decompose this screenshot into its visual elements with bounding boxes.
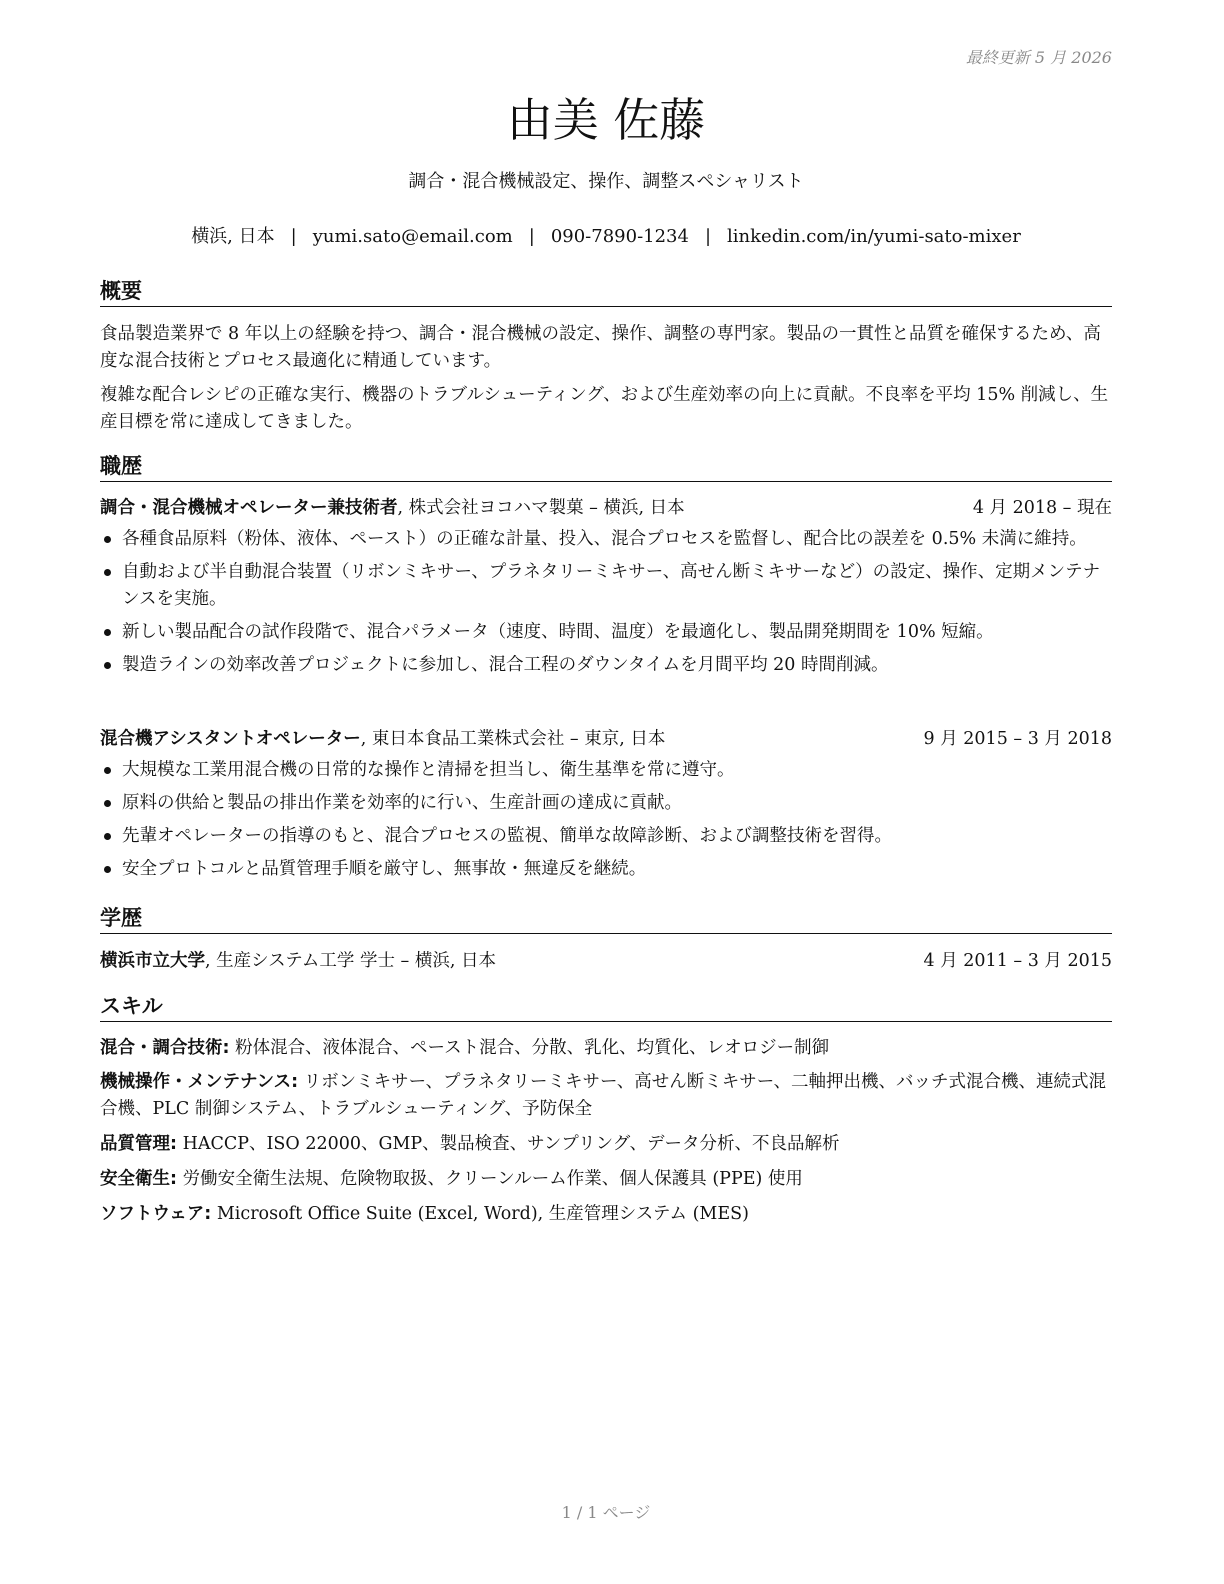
skill-value: 粉体混合、液体混合、ペースト混合、分散、乳化、均質化、レオロジー制御 <box>229 1038 830 1058</box>
contact-separator: | <box>290 226 297 247</box>
job-role: 混合機アシスタントオペレーター <box>100 729 361 749</box>
list-item: 新しい製品配合の試作段階で、混合パラメータ（速度、時間、温度）を最適化し、製品開発期間を 10% 短縮。 <box>100 619 1112 646</box>
contact-separator: | <box>528 226 535 247</box>
education-dates: 4 月 2011 – 3 月 2015 <box>923 951 1112 971</box>
job-company: , 東日本食品工業株式会社 – 東京, 日本 <box>360 729 666 749</box>
section-title-summary: 概要 <box>100 277 1112 307</box>
section-title-education: 学歴 <box>100 904 1112 934</box>
skill-row <box>100 1035 1112 1062</box>
section-title-skills: スキル <box>100 992 1112 1022</box>
job-header <box>100 495 1112 522</box>
contact-linkedin[interactable]: linkedin.com/in/yumi-sato-mixer <box>727 226 1021 247</box>
job-bullets <box>100 526 1112 685</box>
contact-location: 横浜, 日本 <box>191 226 275 247</box>
skill-value: 労働安全衛生法規、危険物取扱、クリーンルーム作業、個人保護具 (PPE) 使用 <box>177 1169 803 1189</box>
contact-line <box>100 223 1112 251</box>
list-item: 製造ラインの効率改善プロジェクトに参加し、混合工程のダウンタイムを月間平均 20 時間削減。 <box>100 652 1112 679</box>
skill-label: 品質管理: <box>100 1134 177 1154</box>
contact-email[interactable]: yumi.sato@email.com <box>312 226 513 247</box>
job-title-line <box>100 495 685 522</box>
skill-label: 安全衛生: <box>100 1169 177 1189</box>
job-dates: 9 月 2015 – 3 月 2018 <box>923 729 1112 749</box>
skill-value: HACCP、ISO 22000、GMP、製品検査、サンプリング、データ分析、不良品解析 <box>177 1134 840 1154</box>
summary-paragraph-2: 複雑な配合レシピの正確な実行、機器のトラブルシューティング、および生産効率の向上に貢献。不良率を平均 15% 削減し、生産目標を常に達成してきました。 <box>100 385 1109 432</box>
job-dates: 4 月 2018 – 現在 <box>972 498 1112 518</box>
skill-value: Microsoft Office Suite (Excel, Word), 生産管理システム (MES) <box>211 1204 749 1224</box>
skill-row <box>100 1131 1112 1158</box>
last-updated: 最終更新 5 月 2026 <box>965 48 1112 67</box>
skill-label: 混合・調合技術: <box>100 1038 230 1058</box>
section-title-experience: 職歴 <box>100 452 1112 482</box>
page-number: 1 / 1 ページ <box>561 1503 651 1522</box>
skill-value: リボンミキサー、プラネタリーミキサー、高せん断ミキサー、二軸押出機、バッチ式混合機、連続式混合機、PLC 制御システム、トラブルシューティング、予防保全 <box>100 1072 1107 1119</box>
skill-label: ソフトウェア: <box>100 1204 212 1224</box>
list-item: 原料の供給と製品の排出作業を効率的に行い、生産計画の達成に貢献。 <box>100 790 1112 817</box>
education-entry <box>100 948 1112 975</box>
headline: 調合・混合機械設定、操作、調整スペシャリスト <box>408 171 804 192</box>
list-item: 自動および半自動混合装置（リボンミキサー、プラネタリーミキサー、高せん断ミキサーなど）の設定、操作、定期メンテナンスを実施。 <box>100 559 1112 613</box>
skill-row <box>100 1166 1112 1193</box>
job-bullets <box>100 757 1112 889</box>
contact-separator: | <box>704 226 712 247</box>
school-name: 横浜市立大学 <box>100 951 205 971</box>
list-item: 先輩オペレーターの指導のもと、混合プロセスの監視、簡単な故障診断、および調整技術を習得。 <box>100 823 1112 850</box>
resume-page <box>100 0 1112 1584</box>
job-title-line <box>100 726 665 753</box>
job-header <box>100 726 1112 753</box>
contact-phone[interactable]: 090-7890-1234 <box>550 226 689 247</box>
skill-label: 機械操作・メンテナンス: <box>100 1072 299 1092</box>
list-item: 安全プロトコルと品質管理手順を厳守し、無事故・無違反を継続。 <box>100 856 1112 883</box>
candidate-name: 由美 佐藤 <box>506 93 706 147</box>
education-line <box>100 948 496 975</box>
degree: , 生産システム工学 学士 – 横浜, 日本 <box>205 951 496 971</box>
skill-row <box>100 1069 1112 1123</box>
job-role: 調合・混合機械オペレーター兼技術者 <box>100 498 398 518</box>
skill-row <box>100 1201 1112 1228</box>
summary-paragraph-1: 食品製造業界で 8 年以上の経験を持つ、調合・混合機械の設定、操作、調整の専門家。製品の一貫性と品質を確保するため、高度な混合技術とプロセス最適化に精通しています。 <box>100 324 1101 371</box>
job-company: , 株式会社ヨコハマ製菓 – 横浜, 日本 <box>397 498 685 518</box>
list-item: 大規模な工業用混合機の日常的な操作と清掃を担当し、衛生基準を常に遵守。 <box>100 757 1112 784</box>
list-item: 各種食品原料（粉体、液体、ペースト）の正確な計量、投入、混合プロセスを監督し、配合比の誤差を 0.5% 未満に維持。 <box>100 526 1112 553</box>
